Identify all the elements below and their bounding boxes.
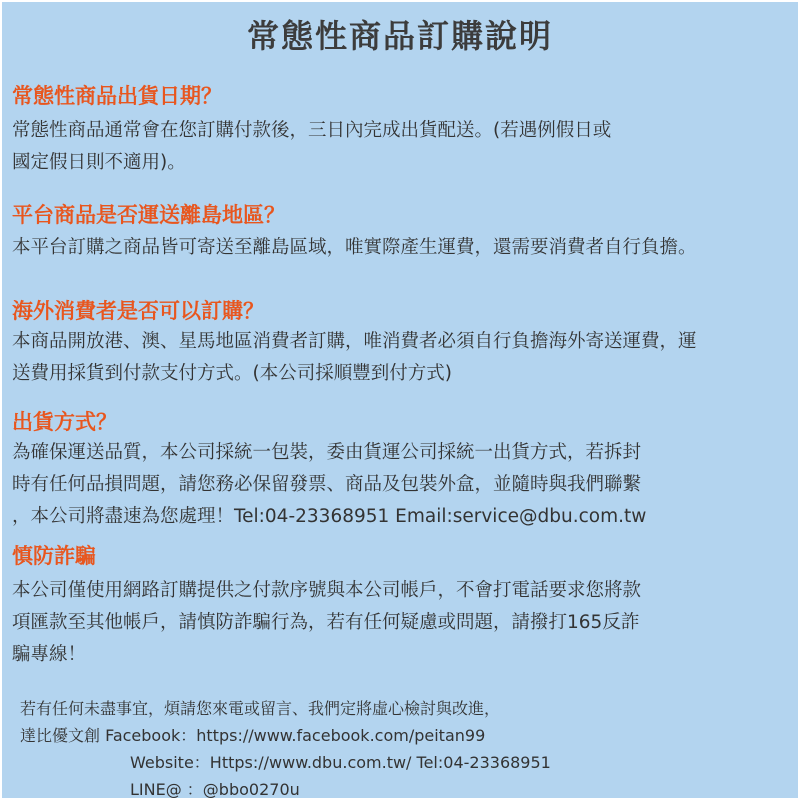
section-heading-fraud-warning: 慎防詐騙 <box>12 544 96 568</box>
section-body-shipping-date <box>12 115 611 179</box>
footer-line-id: LINE@ ：@bbo0270u <box>130 780 300 798</box>
section-heading-overseas: 海外消費者是否可以訂購？ <box>12 299 264 323</box>
section-heading-outlying-islands: 平台商品是否運送離島地區？ <box>12 203 285 227</box>
body-line: 常態性商品通常會在您訂購付款後，三日內完成出貨配送。(若遇例假日或 <box>12 120 612 141</box>
page-title: 常態性商品訂購說明 <box>246 17 553 55</box>
footer-website: Website：Https://www.dbu.com.tw/ Tel:04-23368951 <box>130 753 551 772</box>
section-body-overseas <box>12 326 697 390</box>
section-body-outlying-islands <box>12 232 697 264</box>
section-body-fraud-warning <box>12 575 641 671</box>
body-line: 國定假日則不適用)。 <box>12 152 186 173</box>
body-line: 送費用採貨到付款支付方式。(本公司採順豐到付方式) <box>12 363 452 384</box>
body-line: 為確保運送品質，本公司採統一包裝，委由貨運公司採統一出貨方式，若拆封 <box>12 442 642 463</box>
body-line: 時有任何品損問題，請您務必保留發票、商品及包裝外盒，並隨時與我們聯繫 <box>12 474 642 495</box>
body-line: 項匯款至其他帳戶，請慎防詐騙行為，若有任何疑慮或問題，請撥打165反詐 <box>12 612 640 633</box>
body-line: 本商品開放港、澳、星馬地區消費者訂購，唯消費者必須自行負擔海外寄送運費，運 <box>12 331 697 352</box>
body-line: ，本公司將盡速為您處理！Tel:04-23368951 Email:service@dbu.com.tw <box>12 506 647 527</box>
section-heading-delivery-method: 出貨方式？ <box>12 410 117 434</box>
footer-facebook: 達比優文創 Facebook：https://www.facebook.com/peitan99 <box>20 726 486 745</box>
info-panel <box>2 2 798 798</box>
section-heading-shipping-date: 常態性商品出貨日期？ <box>12 84 222 108</box>
body-line: 騙專線！ <box>12 644 87 665</box>
body-line: 本公司僅使用網路訂購提供之付款序號與本公司帳戶，不會打電話要求您將款 <box>12 580 642 601</box>
footer-note: 若有任何未盡事宜，煩請您來電或留言、我們定將虛心檢討與改進， <box>20 699 501 718</box>
body-line: 本平台訂購之商品皆可寄送至離島區域，唯實際產生運費，還需要消費者自行負擔。 <box>12 237 697 258</box>
section-body-delivery-method <box>12 437 646 533</box>
